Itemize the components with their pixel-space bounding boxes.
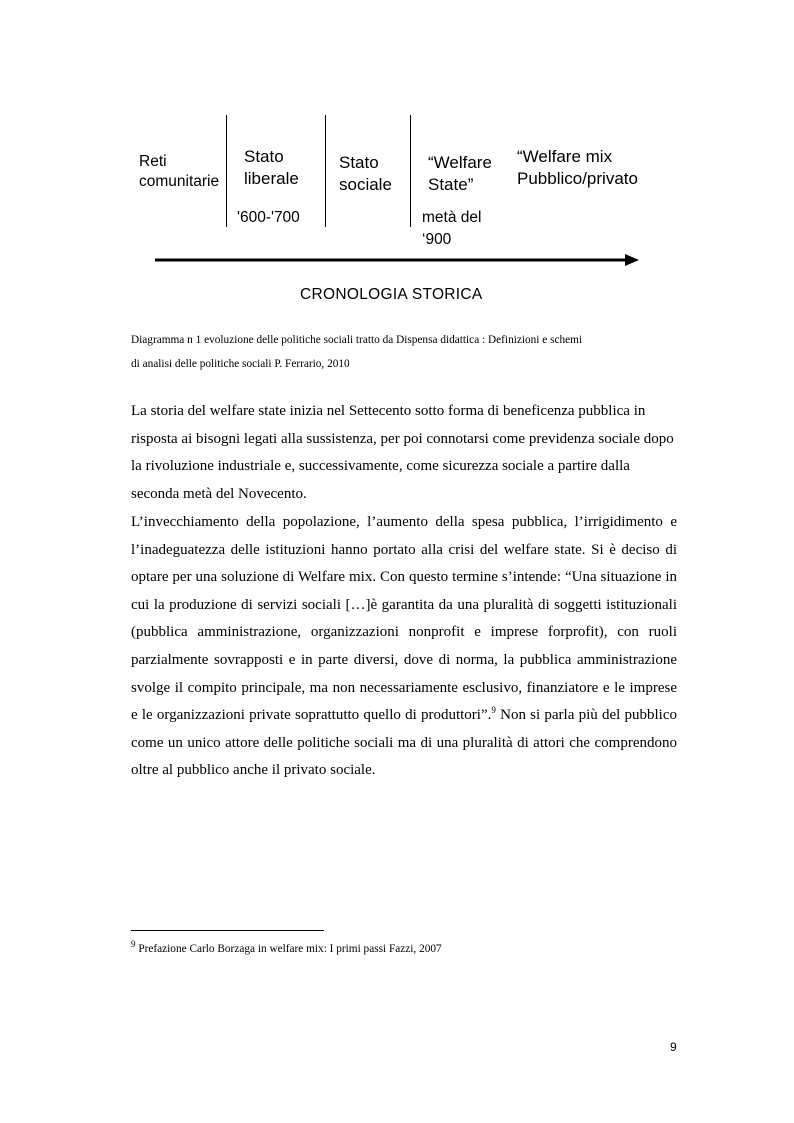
footnote-ref: 9 [491, 705, 496, 716]
note-600-700: '600-'700 [237, 209, 300, 226]
body-paragraph-1: La storia del welfare state inizia nel Settecento sotto forma di beneficenza pubblica in risposta ai bisogni legati alla sussistenza, per poi connotarsi come previdenza sociale dopo la rivoluzione industriale e, successivamente, come sicurezza sociale a partire dalla seconda metà del Novecento. [131, 403, 674, 502]
label-welfare-state: “Welfare State” [428, 153, 492, 194]
timeline-arrow [155, 252, 641, 268]
diagram-caption: Diagramma n 1 evoluzione delle politiche sociali tratto da Dispensa didattica : Definizioni e schemi di analisi delle politiche sociali P. Ferrario, 2010 [131, 334, 583, 370]
label-welfare-mix: “Welfare mix Pubblico/privato [517, 147, 638, 188]
label-stato-sociale: Stato sociale [339, 153, 392, 194]
divider-line [226, 115, 227, 227]
label-stato-liberale: Stato liberale [244, 147, 299, 188]
divider-line [325, 115, 326, 227]
body-paragraph-2: L’invecchiamento della popolazione, l’aumento della spesa pubblica, l’irrigidimento e l’inadeguatezza delle istituzioni hanno portato alla crisi del welfare state. Si è deciso di optare per una soluzione di Welfare mix. Con questo termine s’intende: “Una situazione in cui la produzione di servizi sociali […]è garantita da una pluralità di soggetti istituzionali (pubblica amministrazione, organizzazioni nonprofit e imprese forprofit), con ruoli parzialmente sovrapposti e in parte diversi, dove di norma, la pubblica amministrazione svolge il compito principale, ma non necessariamente esclusivo, finanziatore e le imprese e le organizzazioni private soprattutto quello di produttori”.$^9$ Non si parla più del pubblico come un unico attore delle politiche sociali ma di una pluralità di attori che comprendono oltre al pubblico anche il privato sociale. [131, 514, 677, 779]
diagram-title: CRONOLOGIA STORICA [300, 286, 483, 303]
footnote: $^9$ Prefazione Carlo Borzaga in welfare mix: I primi passi Fazzi, 2007 [131, 939, 442, 955]
label-reti-comunitarie: Reti comunitarie [139, 153, 220, 190]
note-meta-del-900: metà del ‘900 [422, 209, 482, 248]
divider-line [410, 115, 411, 227]
footnote-separator [131, 930, 324, 931]
page-number: 9 [670, 1040, 677, 1054]
